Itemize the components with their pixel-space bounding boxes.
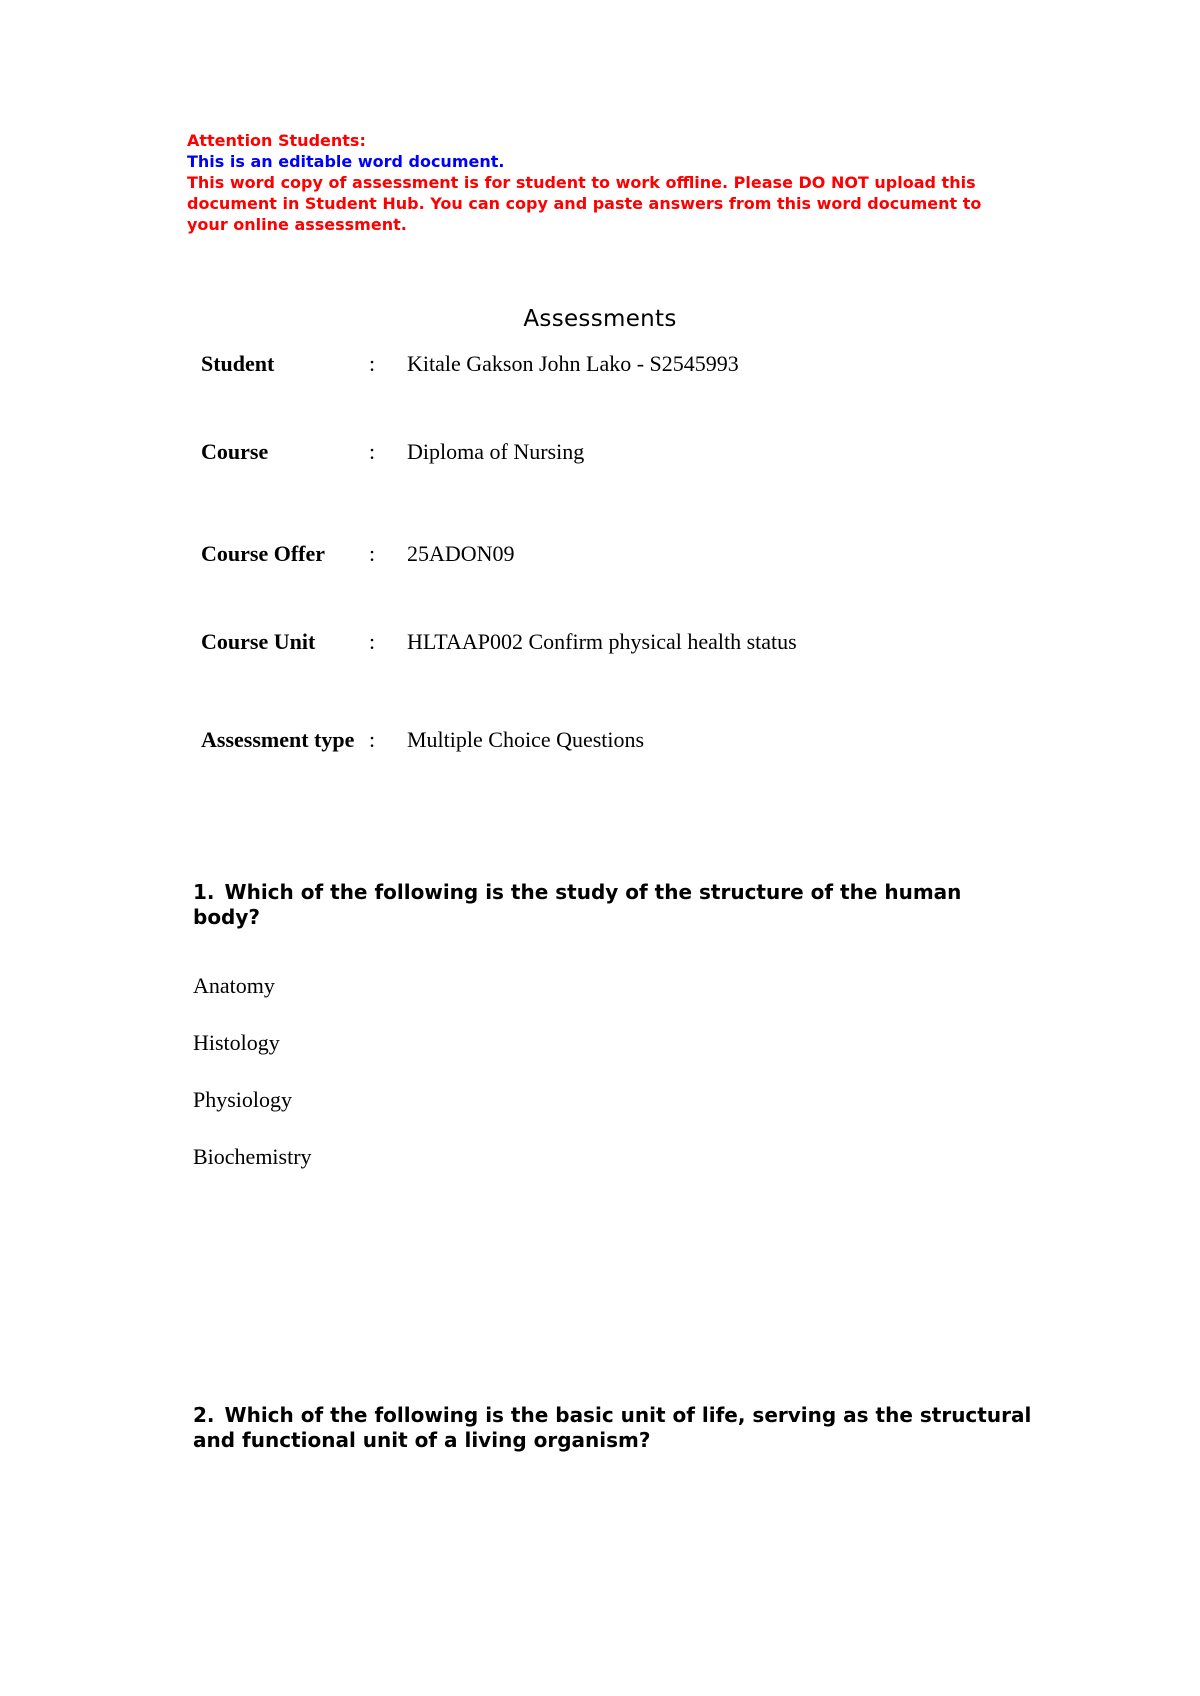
info-separator: : — [369, 629, 376, 654]
info-row-course-unit — [201, 623, 967, 661]
notice-editable-text: This is an editable word document. — [187, 152, 505, 171]
assessment-info-table — [201, 345, 967, 775]
info-value[interactable]: 25ADON09 — [407, 540, 515, 566]
question-number: 2. — [193, 1403, 215, 1427]
info-separator: : — [369, 439, 376, 464]
info-label: Course Offer — [201, 540, 326, 566]
question-1 — [193, 880, 1033, 930]
answer-option[interactable]: Anatomy — [193, 973, 275, 998]
info-label: Course — [201, 439, 269, 464]
info-row-course — [201, 433, 967, 471]
info-value[interactable]: Kitale Gakson John Lako - S2545993 — [407, 351, 739, 376]
info-row-assessment-type — [201, 705, 967, 775]
info-label: Course Unit — [201, 629, 316, 654]
notice-line: document in Student Hub. You can copy and paste answers from this word document to — [187, 194, 982, 213]
info-value[interactable]: Diploma of Nursing — [407, 439, 585, 464]
page-title: Assessments — [523, 306, 677, 332]
info-label: Student — [201, 351, 275, 376]
info-row-course-offer — [201, 521, 967, 586]
answer-option[interactable]: Physiology — [193, 1087, 293, 1112]
notice-heading: Attention Students: — [187, 131, 366, 150]
question-text: Which of the following is the study of the structure of the human body? — [193, 880, 962, 929]
answer-option[interactable]: Histology — [193, 1030, 280, 1055]
question-1-options — [193, 972, 312, 1200]
info-value[interactable]: HLTAAP002 Confirm physical health status — [407, 629, 797, 654]
notice-line: This word copy of assessment is for student to work offline. Please DO NOT upload this — [187, 173, 976, 192]
info-separator: : — [369, 351, 376, 376]
info-value[interactable]: Multiple Choice Questions — [407, 727, 645, 752]
question-number: 1. — [193, 880, 215, 904]
question-text: Which of the following is the basic unit of life, serving as the structural and functional unit of a living organism? — [193, 1403, 1032, 1452]
info-row-student — [201, 345, 967, 383]
info-separator: : — [369, 540, 376, 566]
answer-option[interactable]: Biochemistry — [193, 1144, 312, 1169]
notice-line: your online assessment. — [187, 215, 407, 234]
attention-notice — [187, 130, 1047, 235]
info-separator: : — [369, 727, 376, 752]
info-label: Assessment type — [201, 727, 355, 752]
question-2 — [193, 1403, 1033, 1453]
